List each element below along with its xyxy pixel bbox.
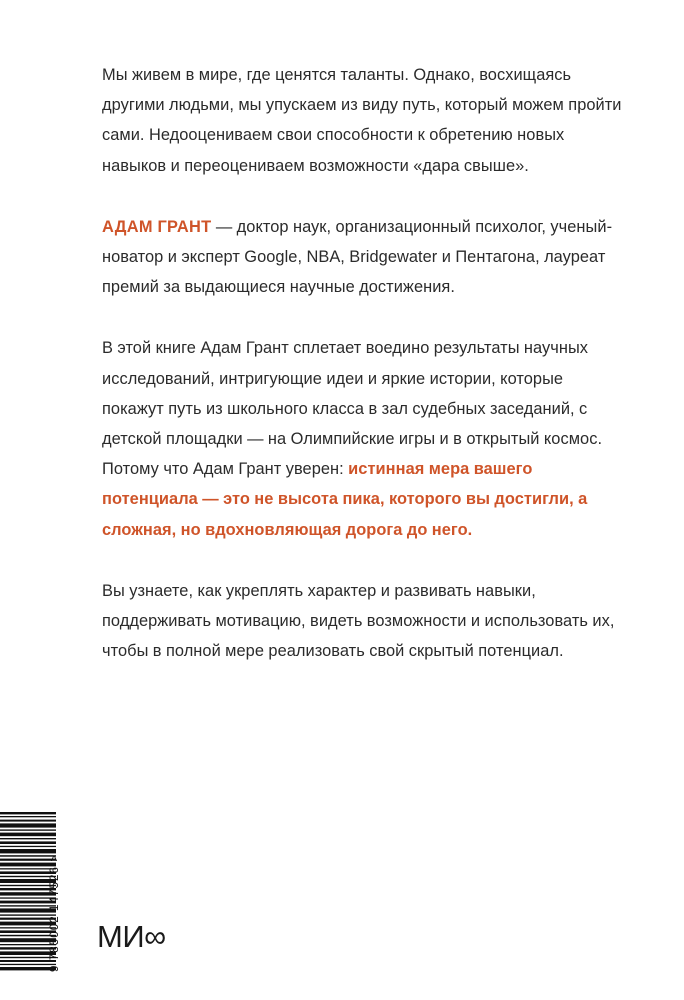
blurb-paragraph-3-lead: В этой книге Адам Грант сплетает воедино результаты научных исследований, интригующие идеи и яркие истории, которые покажут путь из школьного класса в зал судебных заседаний, с детской площадки — на Олимпийские игры и в открытый космос. Потому что Адам Грант уверен: — [102, 339, 603, 479]
infinity-icon: ∞ — [144, 919, 166, 954]
barcode — [0, 812, 200, 987]
barcode-digits: 9 785002 147526 > — [49, 853, 61, 972]
blurb-paragraph-author — [102, 212, 624, 303]
blurb-paragraph-4: Вы узнаете, как укреплять характер и развивать навыки, поддерживать мотивацию, видеть возможности и использовать их, чтобы в полной мере реализовать свой скрытый потенциал. — [102, 581, 615, 661]
author-bio: — доктор наук, организационный психолог, ученый-новатор и эксперт Google, NBA, Bridgewater и Пентагона, лауреат премий за выдающиеся научные достижения. — [102, 217, 613, 297]
blurb-text-block — [102, 60, 624, 666]
author-name: АДАМ ГРАНТ — [102, 217, 212, 236]
blurb-paragraph-3-highlight: истинная мера вашего потенциала — это не высота пика, которого вы достигли, а сложная, но вдохновляющая дорога до него. — [102, 460, 588, 539]
publisher-logo-text: МИ — [97, 919, 145, 954]
blurb-paragraph-3 — [102, 333, 624, 544]
blurb-paragraph-1: Мы живем в мире, где ценятся таланты. Однако, восхищаясь другими людьми, мы упускаем из виду путь, который можем пройти сами. Недооцениваем свои способности к обретению новых навыков и переоцениваем возможности «дара свыше». — [102, 66, 622, 175]
publisher-logo — [97, 921, 165, 952]
